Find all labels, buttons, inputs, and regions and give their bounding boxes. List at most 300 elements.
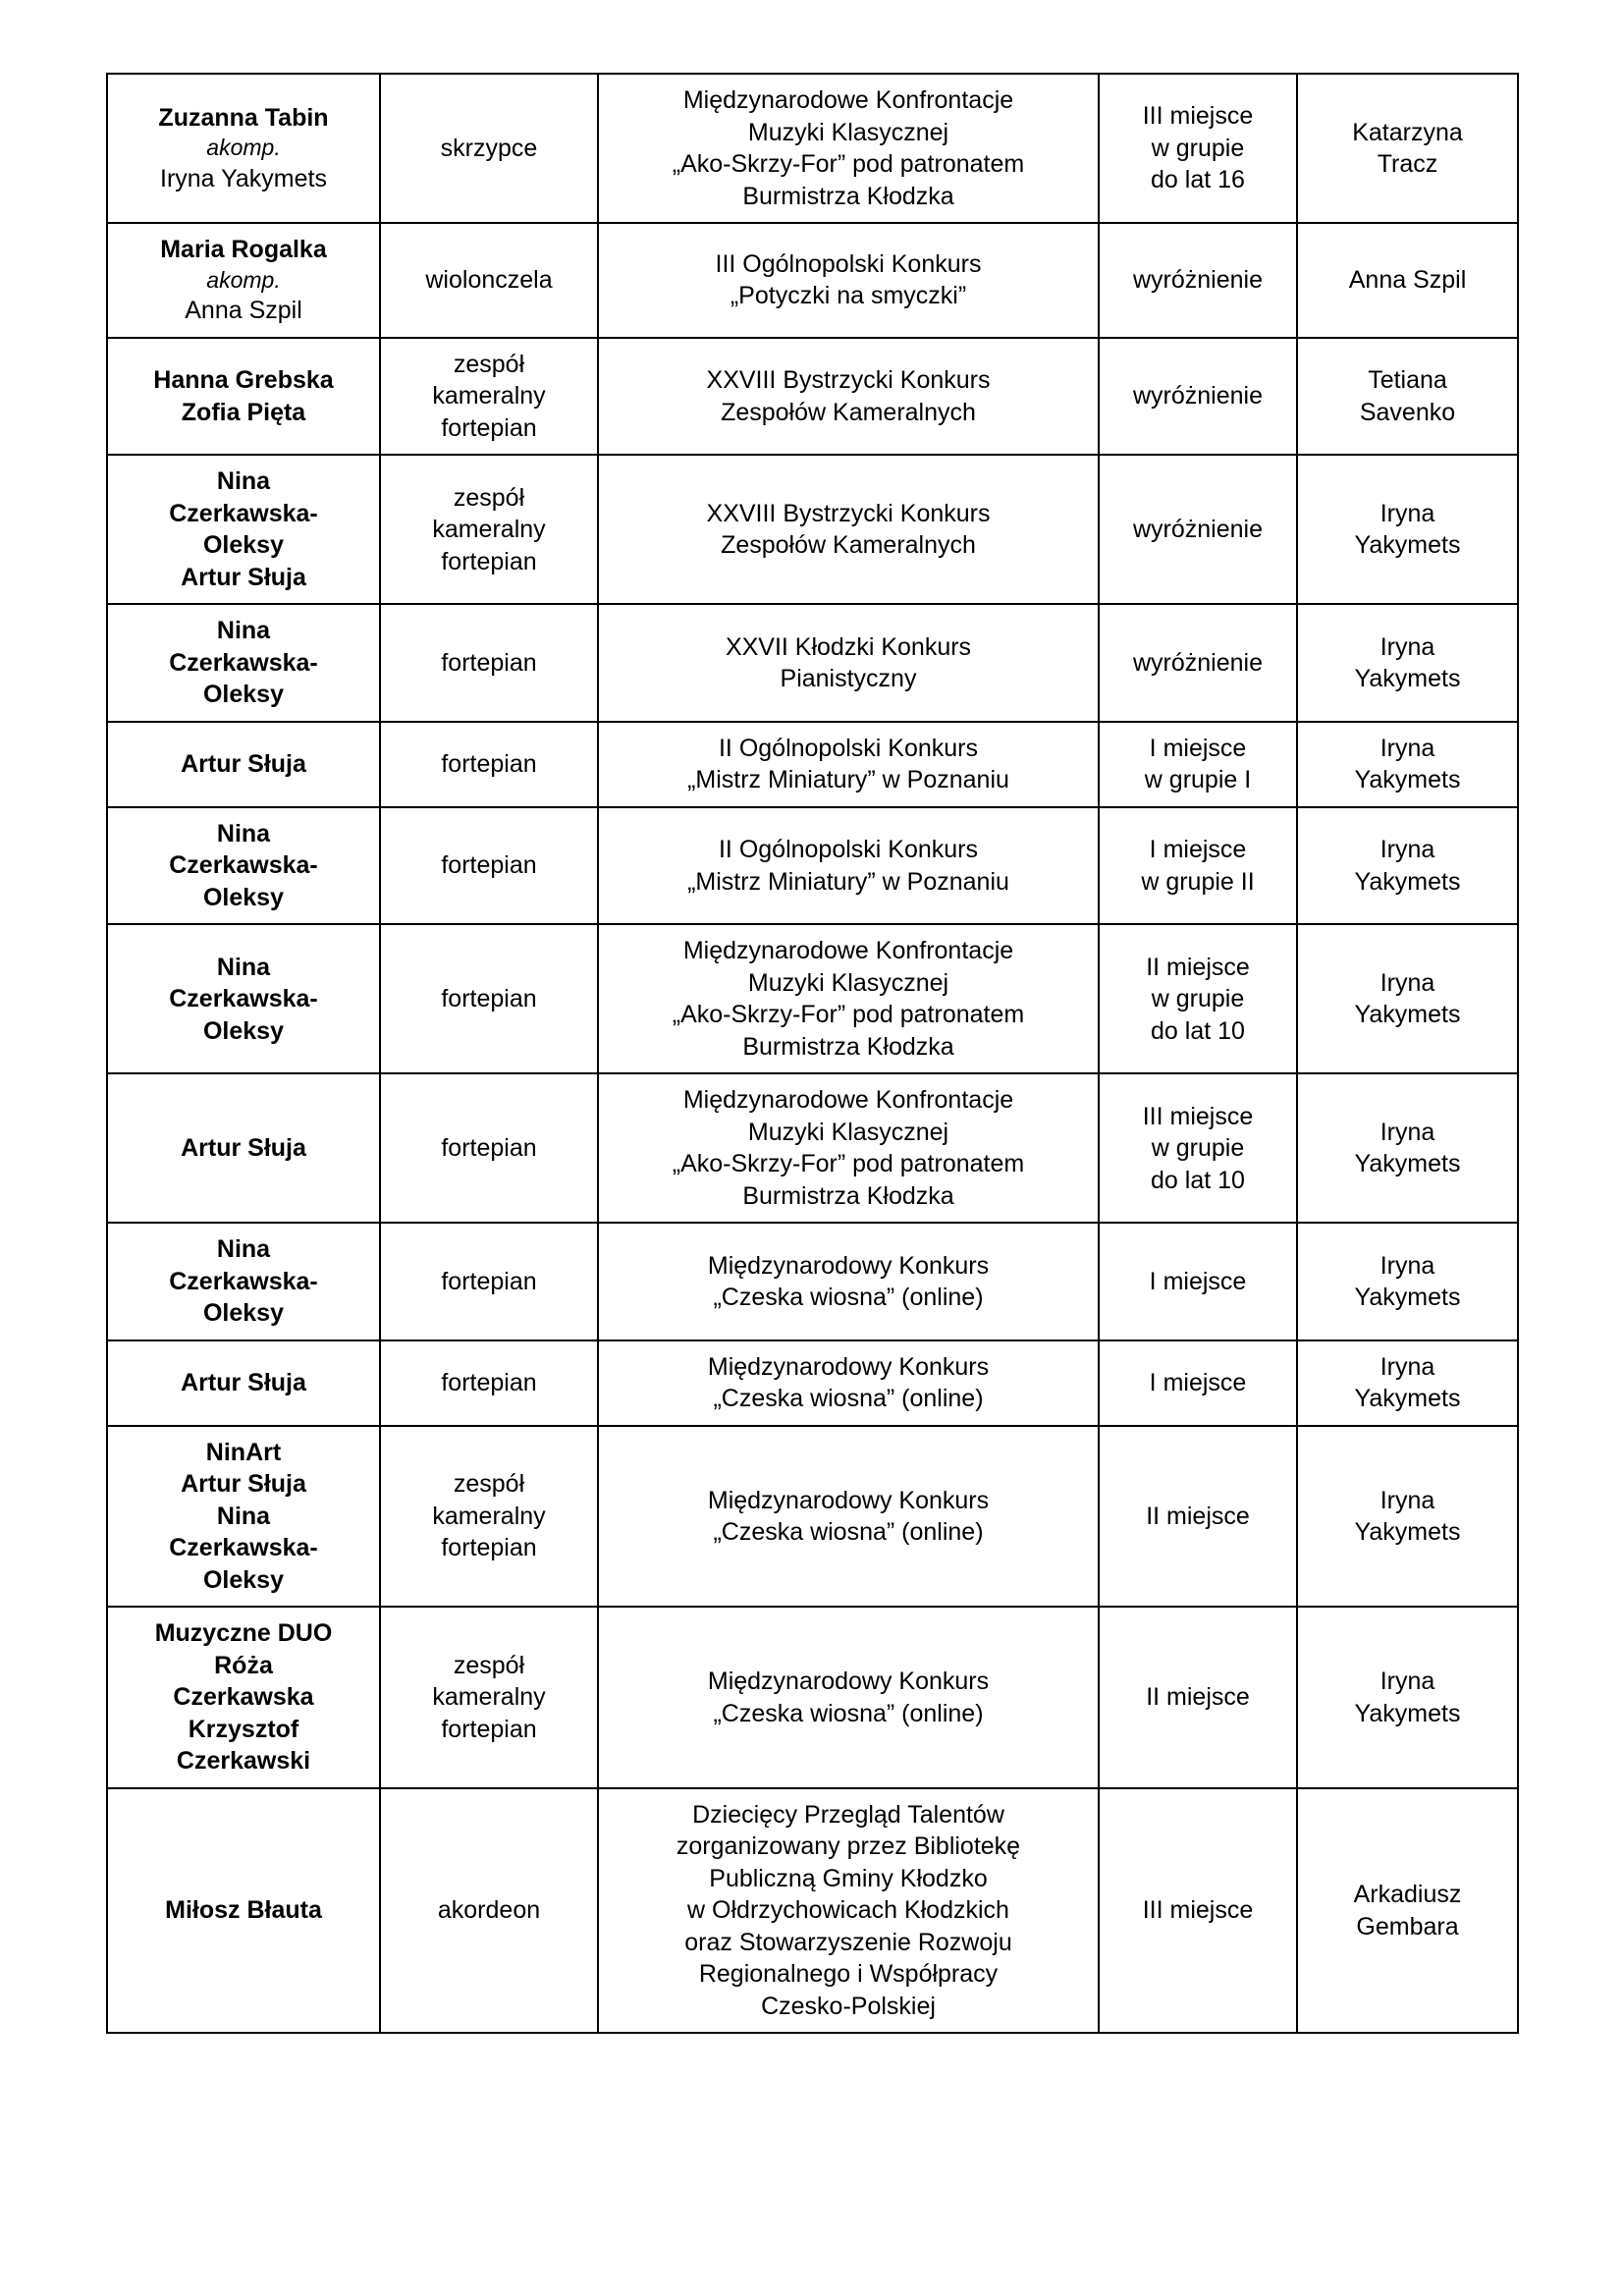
teacher-lines [1306, 1666, 1509, 1729]
cell-teacher [1297, 74, 1518, 223]
cell-teacher [1297, 1426, 1518, 1608]
instrument-line: zespół [453, 483, 525, 512]
competition-line: XXVII Kłodzki Konkurs [725, 632, 972, 661]
cell-student [107, 1788, 380, 2034]
teacher-line: Tracz [1377, 150, 1438, 178]
cell-instrument [380, 807, 598, 925]
competition-lines [607, 1485, 1090, 1549]
competition-line: Międzynarodowy Konkurs [707, 1486, 990, 1514]
cell-competition [598, 223, 1099, 338]
instrument-lines [389, 133, 589, 165]
cell-competition [598, 1788, 1099, 2034]
student-name-line: Czerkawska- [169, 648, 318, 677]
student-name-line: NinArt [205, 1438, 282, 1466]
competition-line: Międzynarodowy Konkurs [707, 1251, 990, 1280]
teacher-line: Yakymets [1354, 867, 1461, 896]
student-name-line: Artur Słuja [181, 1470, 306, 1499]
table-row [107, 604, 1518, 722]
teacher-line: Iryna [1380, 968, 1435, 997]
teacher-line: Katarzyna [1352, 118, 1463, 146]
place-line: do lat 10 [1151, 1166, 1245, 1194]
table-row [107, 1340, 1518, 1426]
competition-line: Pianistyczny [780, 665, 917, 693]
table-row [107, 1426, 1518, 1608]
instrument-line: kameralny [432, 516, 546, 544]
competition-line: „Czeska wiosna” (online) [713, 1699, 984, 1727]
instrument-lines [389, 1468, 589, 1564]
student-name-line: Zofia Pięta [181, 398, 306, 426]
teacher-lines [1306, 1351, 1509, 1415]
teacher-line: Iryna [1380, 499, 1435, 527]
instrument-lines [389, 647, 589, 680]
student-name [116, 952, 371, 1048]
instrument-lines [389, 1266, 589, 1298]
competition-line: Międzynarodowy Konkurs [707, 1352, 990, 1381]
place-lines [1108, 514, 1288, 546]
student-name-line: Nina [216, 617, 271, 645]
cell-place [1099, 1607, 1297, 1788]
cell-teacher [1297, 223, 1518, 338]
cell-instrument [380, 223, 598, 338]
instrument-lines [389, 849, 589, 882]
place-line: III miejsce [1142, 1102, 1254, 1130]
cell-student [107, 1340, 380, 1426]
teacher-line: Iryna [1380, 1352, 1435, 1381]
student-name [116, 234, 371, 266]
cell-place [1099, 74, 1297, 223]
instrument-line: zespół [453, 1470, 525, 1499]
student-name-line: Hanna Grebska [153, 366, 334, 395]
place-lines [1108, 834, 1288, 898]
student-name [116, 1437, 371, 1597]
student-name-line: Czerkawska- [169, 499, 318, 527]
cell-instrument [380, 1223, 598, 1340]
instrument-lines [389, 349, 589, 445]
accompanist-label: akomp. [206, 266, 281, 293]
cell-place [1099, 223, 1297, 338]
competition-line: w Ołdrzychowicach Kłodzkich [687, 1896, 1009, 1925]
place-line: I miejsce [1149, 1267, 1247, 1295]
table-row [107, 807, 1518, 925]
teacher-line: Yakymets [1354, 531, 1461, 560]
instrument-lines [389, 1650, 589, 1746]
student-name-line: Czerkawska [173, 1683, 314, 1712]
instrument-line: wiolonczela [425, 266, 553, 295]
cell-competition [598, 1426, 1099, 1608]
place-lines [1108, 1681, 1288, 1714]
teacher-line: Iryna [1380, 1251, 1435, 1280]
cell-student [107, 1223, 380, 1340]
competition-line: „Ako-Skrzy-For” pod patronatem [672, 1150, 1025, 1178]
teacher-lines [1306, 967, 1509, 1031]
instrument-line: akordeon [437, 1896, 541, 1925]
teacher-lines [1306, 834, 1509, 898]
instrument-line: zespół [453, 350, 525, 378]
cell-teacher [1297, 455, 1518, 604]
student-name-line: Nina [216, 953, 271, 981]
cell-instrument [380, 1607, 598, 1788]
teacher-line: Anna Szpil [1348, 266, 1467, 295]
cell-place [1099, 1426, 1297, 1608]
competition-lines [607, 1084, 1090, 1212]
competition-line: Zespołów Kameralnych [721, 398, 976, 426]
cell-instrument [380, 1340, 598, 1426]
teacher-lines [1306, 117, 1509, 181]
competition-line: Międzynarodowe Konfrontacje [682, 86, 1014, 114]
competition-lines [607, 834, 1090, 898]
teacher-lines [1306, 1250, 1509, 1314]
place-lines [1108, 100, 1288, 196]
place-line: w grupie [1151, 134, 1245, 162]
cell-student [107, 74, 380, 223]
place-line: II miejsce [1146, 953, 1250, 981]
student-name-line: Artur Słuja [181, 1134, 306, 1163]
cell-instrument [380, 924, 598, 1073]
cell-place [1099, 1223, 1297, 1340]
student-name-line: Oleksy [202, 681, 284, 709]
student-name-line: Krzysztof [188, 1715, 299, 1743]
competition-line: Regionalnego i Współpracy [698, 1960, 999, 1989]
competition-line: Muzyki Klasycznej [747, 1118, 949, 1146]
place-lines [1108, 1101, 1288, 1197]
teacher-lines [1306, 1879, 1509, 1942]
competition-lines [607, 631, 1090, 695]
instrument-line: kameralny [432, 1683, 546, 1712]
student-name [116, 102, 371, 135]
competition-line: „Czeska wiosna” (online) [713, 1284, 984, 1312]
competition-line: Burmistrza Kłodzka [742, 182, 954, 210]
cell-competition [598, 1223, 1099, 1340]
place-line: I miejsce [1149, 1369, 1247, 1397]
cell-place [1099, 604, 1297, 722]
cell-teacher [1297, 1073, 1518, 1223]
instrument-line: fortepian [441, 1134, 537, 1163]
table-row [107, 338, 1518, 456]
student-name [116, 1617, 371, 1777]
teacher-line: Iryna [1380, 734, 1435, 762]
cell-teacher [1297, 722, 1518, 807]
table-row [107, 74, 1518, 223]
instrument-lines [389, 983, 589, 1015]
teacher-line: Yakymets [1354, 1284, 1461, 1312]
student-name-line: Czerkawska- [169, 985, 318, 1013]
accompanist-label: akomp. [206, 135, 281, 161]
competition-lines [607, 935, 1090, 1063]
competition-lines [607, 1666, 1090, 1729]
place-lines [1108, 1367, 1288, 1399]
student-name-line: Artur Słuja [181, 1369, 306, 1397]
instrument-line: fortepian [441, 750, 537, 779]
place-lines [1108, 952, 1288, 1048]
competition-lines [607, 248, 1090, 312]
student-name [116, 465, 371, 593]
place-lines [1108, 380, 1288, 412]
cell-instrument [380, 1426, 598, 1608]
cell-teacher [1297, 924, 1518, 1073]
cell-instrument [380, 604, 598, 722]
cell-student [107, 604, 380, 722]
instrument-line: fortepian [441, 1534, 537, 1562]
place-lines [1108, 647, 1288, 680]
competition-line: „Czeska wiosna” (online) [713, 1385, 984, 1413]
cell-student [107, 924, 380, 1073]
cell-competition [598, 1340, 1099, 1426]
competition-line: XXVIII Bystrzycki Konkurs [706, 366, 991, 395]
cell-student [107, 1073, 380, 1223]
cell-student [107, 1607, 380, 1788]
student-name-line: Nina [216, 1235, 271, 1264]
competition-line: Dziecięcy Przegląd Talentów [692, 1800, 1004, 1829]
competition-line: Muzyki Klasycznej [747, 118, 949, 146]
place-line: w grupie II [1141, 867, 1255, 896]
place-lines [1108, 1501, 1288, 1533]
instrument-line: zespół [453, 1651, 525, 1679]
place-lines [1108, 1894, 1288, 1927]
instrument-line: fortepian [441, 547, 537, 575]
table-row [107, 722, 1518, 807]
place-line: w grupie [1151, 1134, 1245, 1163]
place-line: wyróżnienie [1132, 382, 1263, 410]
teacher-lines [1306, 1117, 1509, 1180]
cell-competition [598, 455, 1099, 604]
teacher-line: Iryna [1380, 836, 1435, 864]
teacher-lines [1306, 498, 1509, 562]
student-name-line: Maria Rogalka [160, 236, 327, 263]
cell-place [1099, 1340, 1297, 1426]
table-row [107, 223, 1518, 338]
cell-teacher [1297, 807, 1518, 925]
table-row [107, 1223, 1518, 1340]
competition-line: „Potyczki na smyczki” [730, 282, 967, 310]
teacher-line: Yakymets [1354, 1150, 1461, 1178]
student-name [116, 748, 371, 781]
instrument-line: fortepian [441, 851, 537, 880]
instrument-lines [389, 1132, 589, 1165]
student-name [116, 1367, 371, 1399]
accompanist-name: Anna Szpil [185, 297, 302, 325]
instrument-lines [389, 1894, 589, 1927]
results-table-body [107, 74, 1518, 2033]
teacher-line: Tetiana [1368, 366, 1447, 395]
cell-place [1099, 1788, 1297, 2034]
student-name [116, 818, 371, 914]
teacher-line: Iryna [1380, 1118, 1435, 1146]
competition-line: Międzynarodowe Konfrontacje [682, 1086, 1014, 1115]
student-name-line: Artur Słuja [181, 563, 306, 591]
instrument-lines [389, 264, 589, 297]
student-name [116, 1894, 371, 1927]
teacher-line: Savenko [1359, 398, 1456, 426]
student-name-line: Nina [216, 819, 271, 847]
table-row [107, 455, 1518, 604]
cell-competition [598, 74, 1099, 223]
competition-lines [607, 1351, 1090, 1415]
teacher-line: Yakymets [1354, 1699, 1461, 1727]
cell-competition [598, 338, 1099, 456]
competition-line: „Ako-Skrzy-For” pod patronatem [672, 1001, 1025, 1029]
place-line: wyróżnienie [1132, 516, 1263, 544]
instrument-lines [389, 748, 589, 781]
place-line: II miejsce [1146, 1683, 1250, 1712]
student-name-line: Muzyczne DUO [154, 1619, 333, 1648]
place-lines [1108, 264, 1288, 297]
competition-line: Burmistrza Kłodzka [742, 1181, 954, 1210]
cell-teacher [1297, 604, 1518, 722]
student-name-line: Miłosz Błauta [165, 1896, 322, 1925]
cell-instrument [380, 338, 598, 456]
competition-line: „Czeska wiosna” (online) [713, 1518, 984, 1547]
instrument-line: kameralny [432, 1502, 546, 1530]
cell-teacher [1297, 338, 1518, 456]
cell-competition [598, 807, 1099, 925]
competition-lines [607, 84, 1090, 212]
cell-place [1099, 1073, 1297, 1223]
competition-line: zorganizowany przez Bibliotekę [676, 1832, 1021, 1861]
instrument-line: skrzypce [440, 134, 538, 162]
instrument-line: fortepian [441, 1267, 537, 1295]
place-line: do lat 16 [1151, 166, 1245, 194]
instrument-lines [389, 1367, 589, 1399]
cell-competition [598, 604, 1099, 722]
instrument-line: fortepian [441, 985, 537, 1013]
place-line: wyróżnienie [1132, 266, 1263, 295]
student-name-line: Nina [216, 467, 271, 496]
cell-student [107, 807, 380, 925]
place-line: III miejsce [1142, 1896, 1254, 1925]
competition-lines [607, 1799, 1090, 2023]
table-row [107, 1607, 1518, 1788]
teacher-lines [1306, 631, 1509, 695]
instrument-line: fortepian [441, 1715, 537, 1743]
student-name-line: Oleksy [202, 531, 284, 560]
competition-line: XXVIII Bystrzycki Konkurs [706, 499, 991, 527]
student-name [116, 1233, 371, 1330]
teacher-line: Arkadiusz [1353, 1881, 1462, 1909]
cell-teacher [1297, 1788, 1518, 2034]
competition-line: III Ogólnopolski Konkurs [715, 249, 982, 278]
cell-student [107, 338, 380, 456]
competition-line: oraz Stowarzyszenie Rozwoju [684, 1928, 1012, 1956]
competition-lines [607, 364, 1090, 428]
instrument-line: fortepian [441, 648, 537, 677]
competition-line: II Ogólnopolski Konkurs [718, 734, 979, 762]
competition-line: Burmistrza Kłodzka [742, 1032, 954, 1061]
cell-place [1099, 924, 1297, 1073]
cell-student [107, 722, 380, 807]
table-row [107, 1073, 1518, 1223]
cell-teacher [1297, 1607, 1518, 1788]
teacher-lines [1306, 364, 1509, 428]
competition-line: II Ogólnopolski Konkurs [718, 836, 979, 864]
competition-line: „Ako-Skrzy-For” pod patronatem [672, 150, 1025, 178]
student-name-line: Czerkawska- [169, 1534, 318, 1562]
teacher-line: Yakymets [1354, 1001, 1461, 1029]
competition-line: Czesko-Polskiej [761, 1992, 936, 2020]
cell-place [1099, 807, 1297, 925]
student-name-line: Czerkawska- [169, 851, 318, 880]
instrument-lines [389, 482, 589, 578]
place-line: III miejsce [1142, 102, 1254, 131]
student-name-line: Zuzanna Tabin [158, 103, 329, 132]
instrument-line: kameralny [432, 382, 546, 410]
place-line: wyróżnienie [1132, 648, 1263, 677]
competition-lines [607, 733, 1090, 796]
teacher-line: Iryna [1380, 632, 1435, 661]
cell-competition [598, 722, 1099, 807]
place-lines [1108, 733, 1288, 796]
place-line: do lat 10 [1151, 1016, 1245, 1045]
place-line: I miejsce [1149, 734, 1247, 762]
cell-teacher [1297, 1223, 1518, 1340]
student-name [116, 615, 371, 711]
competition-lines [607, 498, 1090, 562]
teacher-lines [1306, 733, 1509, 796]
cell-place [1099, 722, 1297, 807]
cell-competition [598, 1073, 1099, 1223]
competition-line: Muzyki Klasycznej [747, 968, 949, 997]
competition-line: „Mistrz Miniatury” w Poznaniu [687, 867, 1009, 896]
student-name-line: Czerkawski [176, 1747, 311, 1776]
student-name-line: Oleksy [202, 1565, 284, 1594]
place-lines [1108, 1266, 1288, 1298]
competition-line: Międzynarodowe Konfrontacje [682, 937, 1014, 965]
competition-line: „Mistrz Miniatury” w Poznaniu [687, 766, 1009, 794]
cell-student [107, 1426, 380, 1608]
results-table [106, 73, 1519, 2034]
cell-instrument [380, 722, 598, 807]
teacher-line: Yakymets [1354, 1385, 1461, 1413]
student-name-line: Róża [214, 1651, 273, 1679]
student-name [116, 1132, 371, 1165]
cell-place [1099, 338, 1297, 456]
student-name [116, 364, 371, 428]
cell-competition [598, 1607, 1099, 1788]
student-name-line: Oleksy [202, 1299, 284, 1328]
place-line: w grupie I [1144, 766, 1252, 794]
student-name-line: Oleksy [202, 1016, 284, 1045]
competition-line: Międzynarodowy Konkurs [707, 1667, 990, 1696]
competition-line: Publiczną Gminy Kłodzko [709, 1864, 988, 1892]
student-name-line: Oleksy [202, 883, 284, 911]
cell-instrument [380, 74, 598, 223]
teacher-line: Yakymets [1354, 1518, 1461, 1547]
cell-instrument [380, 1788, 598, 2034]
table-row [107, 1788, 1518, 2034]
accompanist-name: Iryna Yakymets [160, 164, 327, 192]
competition-lines [607, 1250, 1090, 1314]
student-name-line: Nina [216, 1502, 271, 1530]
student-name-line: Czerkawska- [169, 1267, 318, 1295]
competition-line: Zespołów Kameralnych [721, 531, 976, 560]
teacher-line: Yakymets [1354, 665, 1461, 693]
teacher-line: Iryna [1380, 1667, 1435, 1696]
teacher-lines [1306, 1485, 1509, 1549]
instrument-line: fortepian [441, 413, 537, 442]
instrument-line: fortepian [441, 1369, 537, 1397]
teacher-line: Gembara [1356, 1912, 1459, 1941]
place-line: I miejsce [1149, 836, 1247, 864]
cell-student [107, 223, 380, 338]
cell-student [107, 455, 380, 604]
cell-instrument [380, 455, 598, 604]
cell-competition [598, 924, 1099, 1073]
student-name-line: Artur Słuja [181, 750, 306, 779]
cell-instrument [380, 1073, 598, 1223]
place-line: w grupie [1151, 985, 1245, 1013]
teacher-line: Yakymets [1354, 766, 1461, 794]
table-row [107, 924, 1518, 1073]
place-line: II miejsce [1146, 1502, 1250, 1530]
